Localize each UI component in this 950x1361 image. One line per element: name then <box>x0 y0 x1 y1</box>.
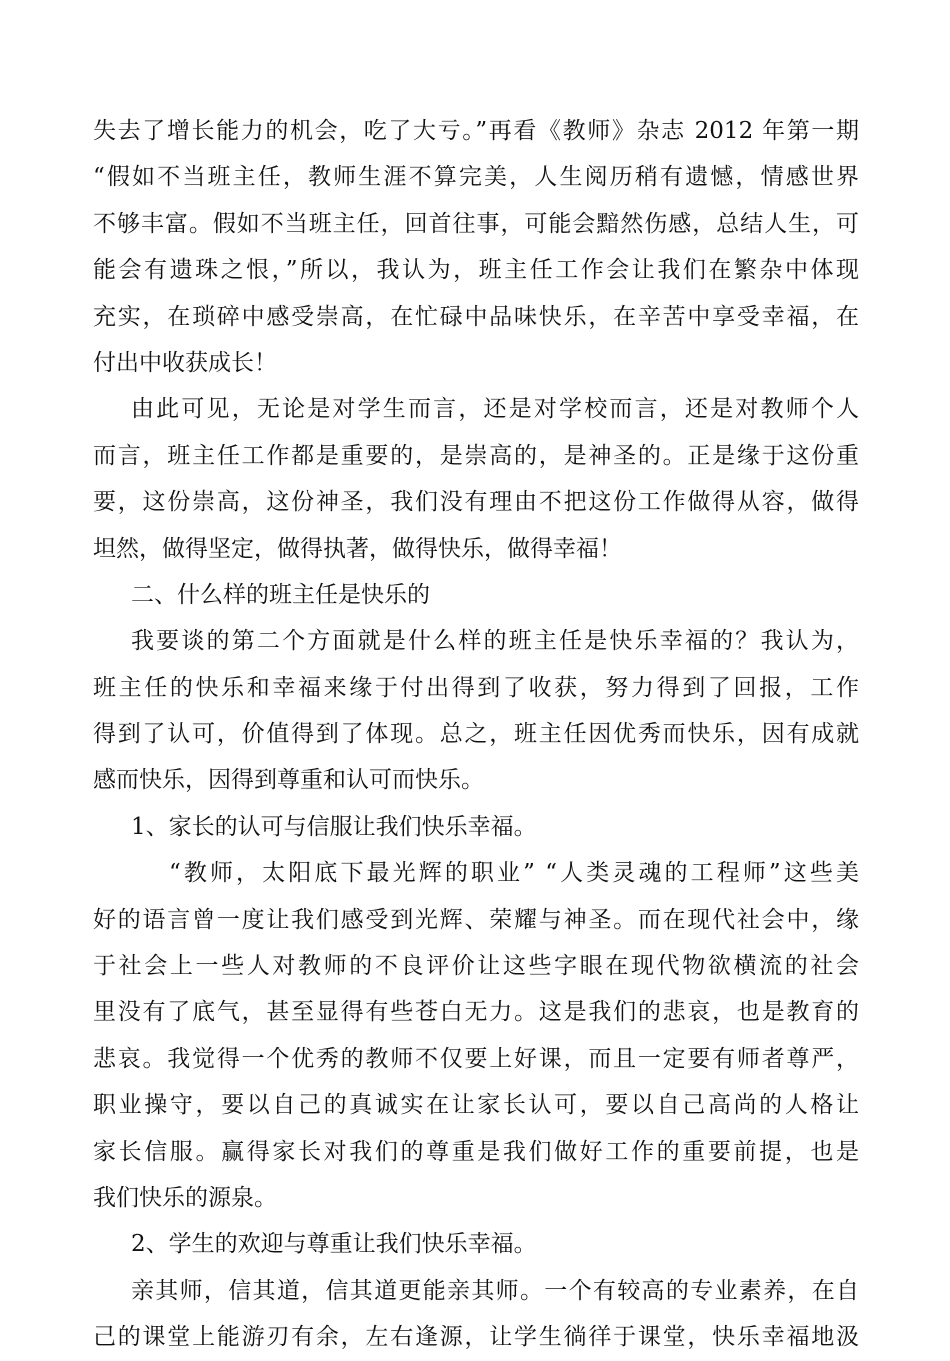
subsection-heading: 2、学生的欢迎与尊重让我们快乐幸福。 <box>131 1231 537 1258</box>
text-line: 得到了认可，价值得到了体现。总之，班主任因优秀而快乐，因有成就 <box>93 721 859 748</box>
text-line: “假如不当班主任，教师生涯不算完美，人生阅历稍有遗憾，情感世界 <box>93 164 859 191</box>
text-line: 充实，在琐碎中感受崇高，在忙碌中品味快乐，在辛苦中享受幸福，在 <box>93 303 859 330</box>
paragraph-first-line: 亲其师，信其道，信其道更能亲其师。一个有较高的专业素养，在自 <box>131 1277 859 1304</box>
text-line: 里没有了底气，甚至显得有些苍白无力。这是我们的悲哀，也是教育的 <box>93 999 859 1026</box>
text-line: 而言，班主任工作都是重要的，是崇高的，是神圣的。正是缘于这份重 <box>93 442 859 469</box>
text-line: 坦然，做得坚定，做得执著，做得快乐，做得幸福！ <box>93 535 622 562</box>
document-body <box>93 108 859 1361</box>
text-line: 我们快乐的源泉。 <box>93 1184 277 1211</box>
text-line: 班主任的快乐和幸福来缘于付出得到了收获，努力得到了回报，工作 <box>93 674 859 701</box>
text-line: 失去了增长能力的机会，吃了大亏。”再看《教师》杂志 2012 年第一期 <box>93 118 859 144</box>
text-line: 好的语言曾一度让我们感受到光辉、荣耀与神圣。而在现代社会中，缘 <box>93 906 859 933</box>
text-line: 己的课堂上能游刃有余，左右逢源，让学生徜徉于课堂，快乐幸福地汲 <box>93 1324 859 1351</box>
text-line: 职业操守，要以自己的真诚实在让家长认可，要以自己高尚的人格让 <box>93 1092 859 1119</box>
text-line: 付出中收获成长！ <box>93 349 277 376</box>
paragraph-first-line: 由此可见，无论是对学生而言，还是对学校而言，还是对教师个人 <box>131 396 859 423</box>
text-line: 能会有遗珠之恨，”所以，我认为，班主任工作会让我们在繁杂中体现 <box>93 257 859 284</box>
paragraph-first-line: 我要谈的第二个方面就是什么样的班主任是快乐幸福的？我认为， <box>131 628 859 655</box>
text-line: 不够丰富。假如不当班主任，回首往事，可能会黯然伤感，总结人生，可 <box>93 210 859 237</box>
text-line: 于社会上一些人对教师的不良评价让这些字眼在现代物欲横流的社会 <box>93 953 859 980</box>
text-line: 要，这份崇高，这份神圣，我们没有理由不把这份工作做得从容，做得 <box>93 489 859 516</box>
text-line: 家长信服。赢得家长对我们的尊重是我们做好工作的重要前提，也是 <box>93 1138 859 1165</box>
text-line: 悲哀。我觉得一个优秀的教师不仅要上好课，而且一定要有师者尊严， <box>93 1045 859 1072</box>
text-line: 感而快乐，因得到尊重和认可而快乐。 <box>93 767 484 794</box>
subsection-heading: 1、家长的认可与信服让我们快乐幸福。 <box>131 813 537 840</box>
paragraph-first-line: “教师，太阳底下最光辉的职业” “人类灵魂的工程师”这些美 <box>169 860 859 887</box>
section-heading: 二、什么样的班主任是快乐的 <box>131 581 430 608</box>
